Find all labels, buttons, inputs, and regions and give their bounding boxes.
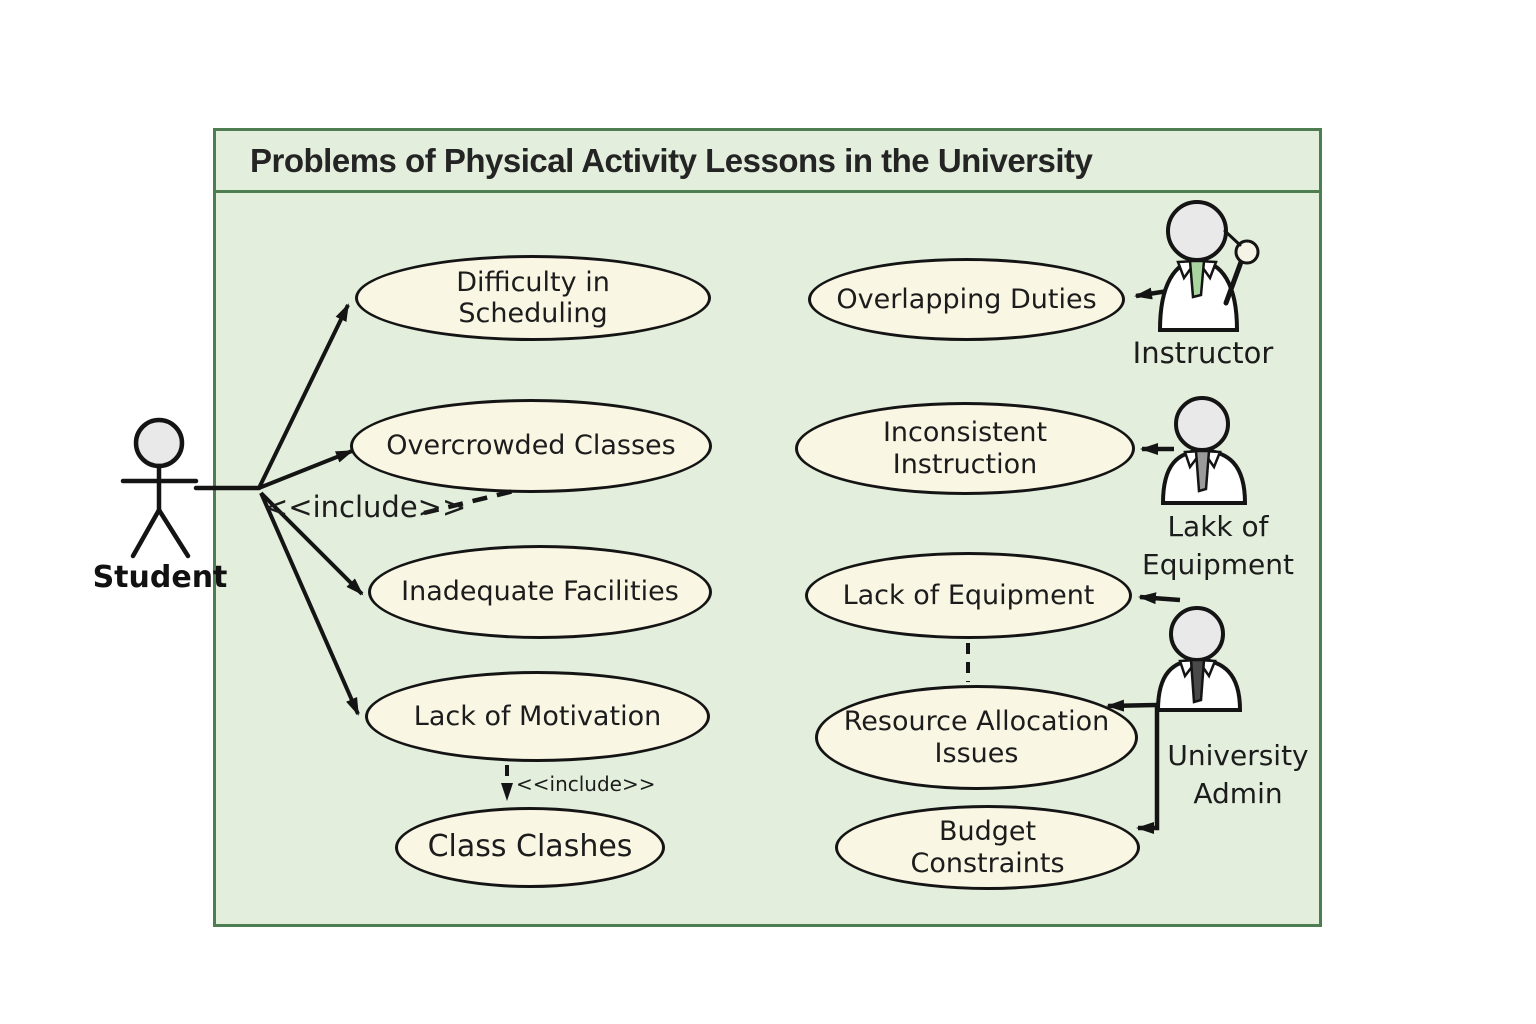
admin-actor-label [1148,737,1328,813]
use-case-budget-constraints: Budget Constraints [835,805,1140,890]
use-case-class-clashes: Class Clashes [395,807,665,888]
instructor-actor-label: Instructor [1132,336,1274,370]
system-boundary-header [216,131,1319,193]
equipment-actor-label-line2: Equipment [1142,547,1294,581]
use-case-inadequate-facilities: Inadequate Facilities [368,545,712,639]
equipment-actor-label-line1: Lakk of [1167,510,1269,543]
equipment-actor-label [1128,508,1308,584]
use-case-overcrowded-classes: Overcrowded Classes [350,399,712,493]
use-case-resource-allocation-issues: Resource Allocation Issues [815,685,1138,790]
include-stereotype-label: <<include>> [264,490,467,524]
use-case-lack-of-equipment: Lack of Equipment [805,552,1132,639]
use-case-inconsistent-instruction: Inconsistent Instruction [795,402,1135,495]
use-case-difficulty-in-scheduling: Difficulty in Scheduling [355,255,711,341]
include-stereotype-label-small: <<include>> [516,772,656,796]
student-actor-label: Student [92,560,228,595]
use-case-overlapping-duties: Overlapping Duties [808,258,1125,341]
admin-actor-label-line2: Admin [1193,776,1283,810]
diagram-title: Problems of Physical Activity Lessons in the University [250,141,1093,179]
use-case-lack-of-motivation: Lack of Motivation [365,671,710,762]
admin-actor-label-line1: University [1167,739,1309,772]
